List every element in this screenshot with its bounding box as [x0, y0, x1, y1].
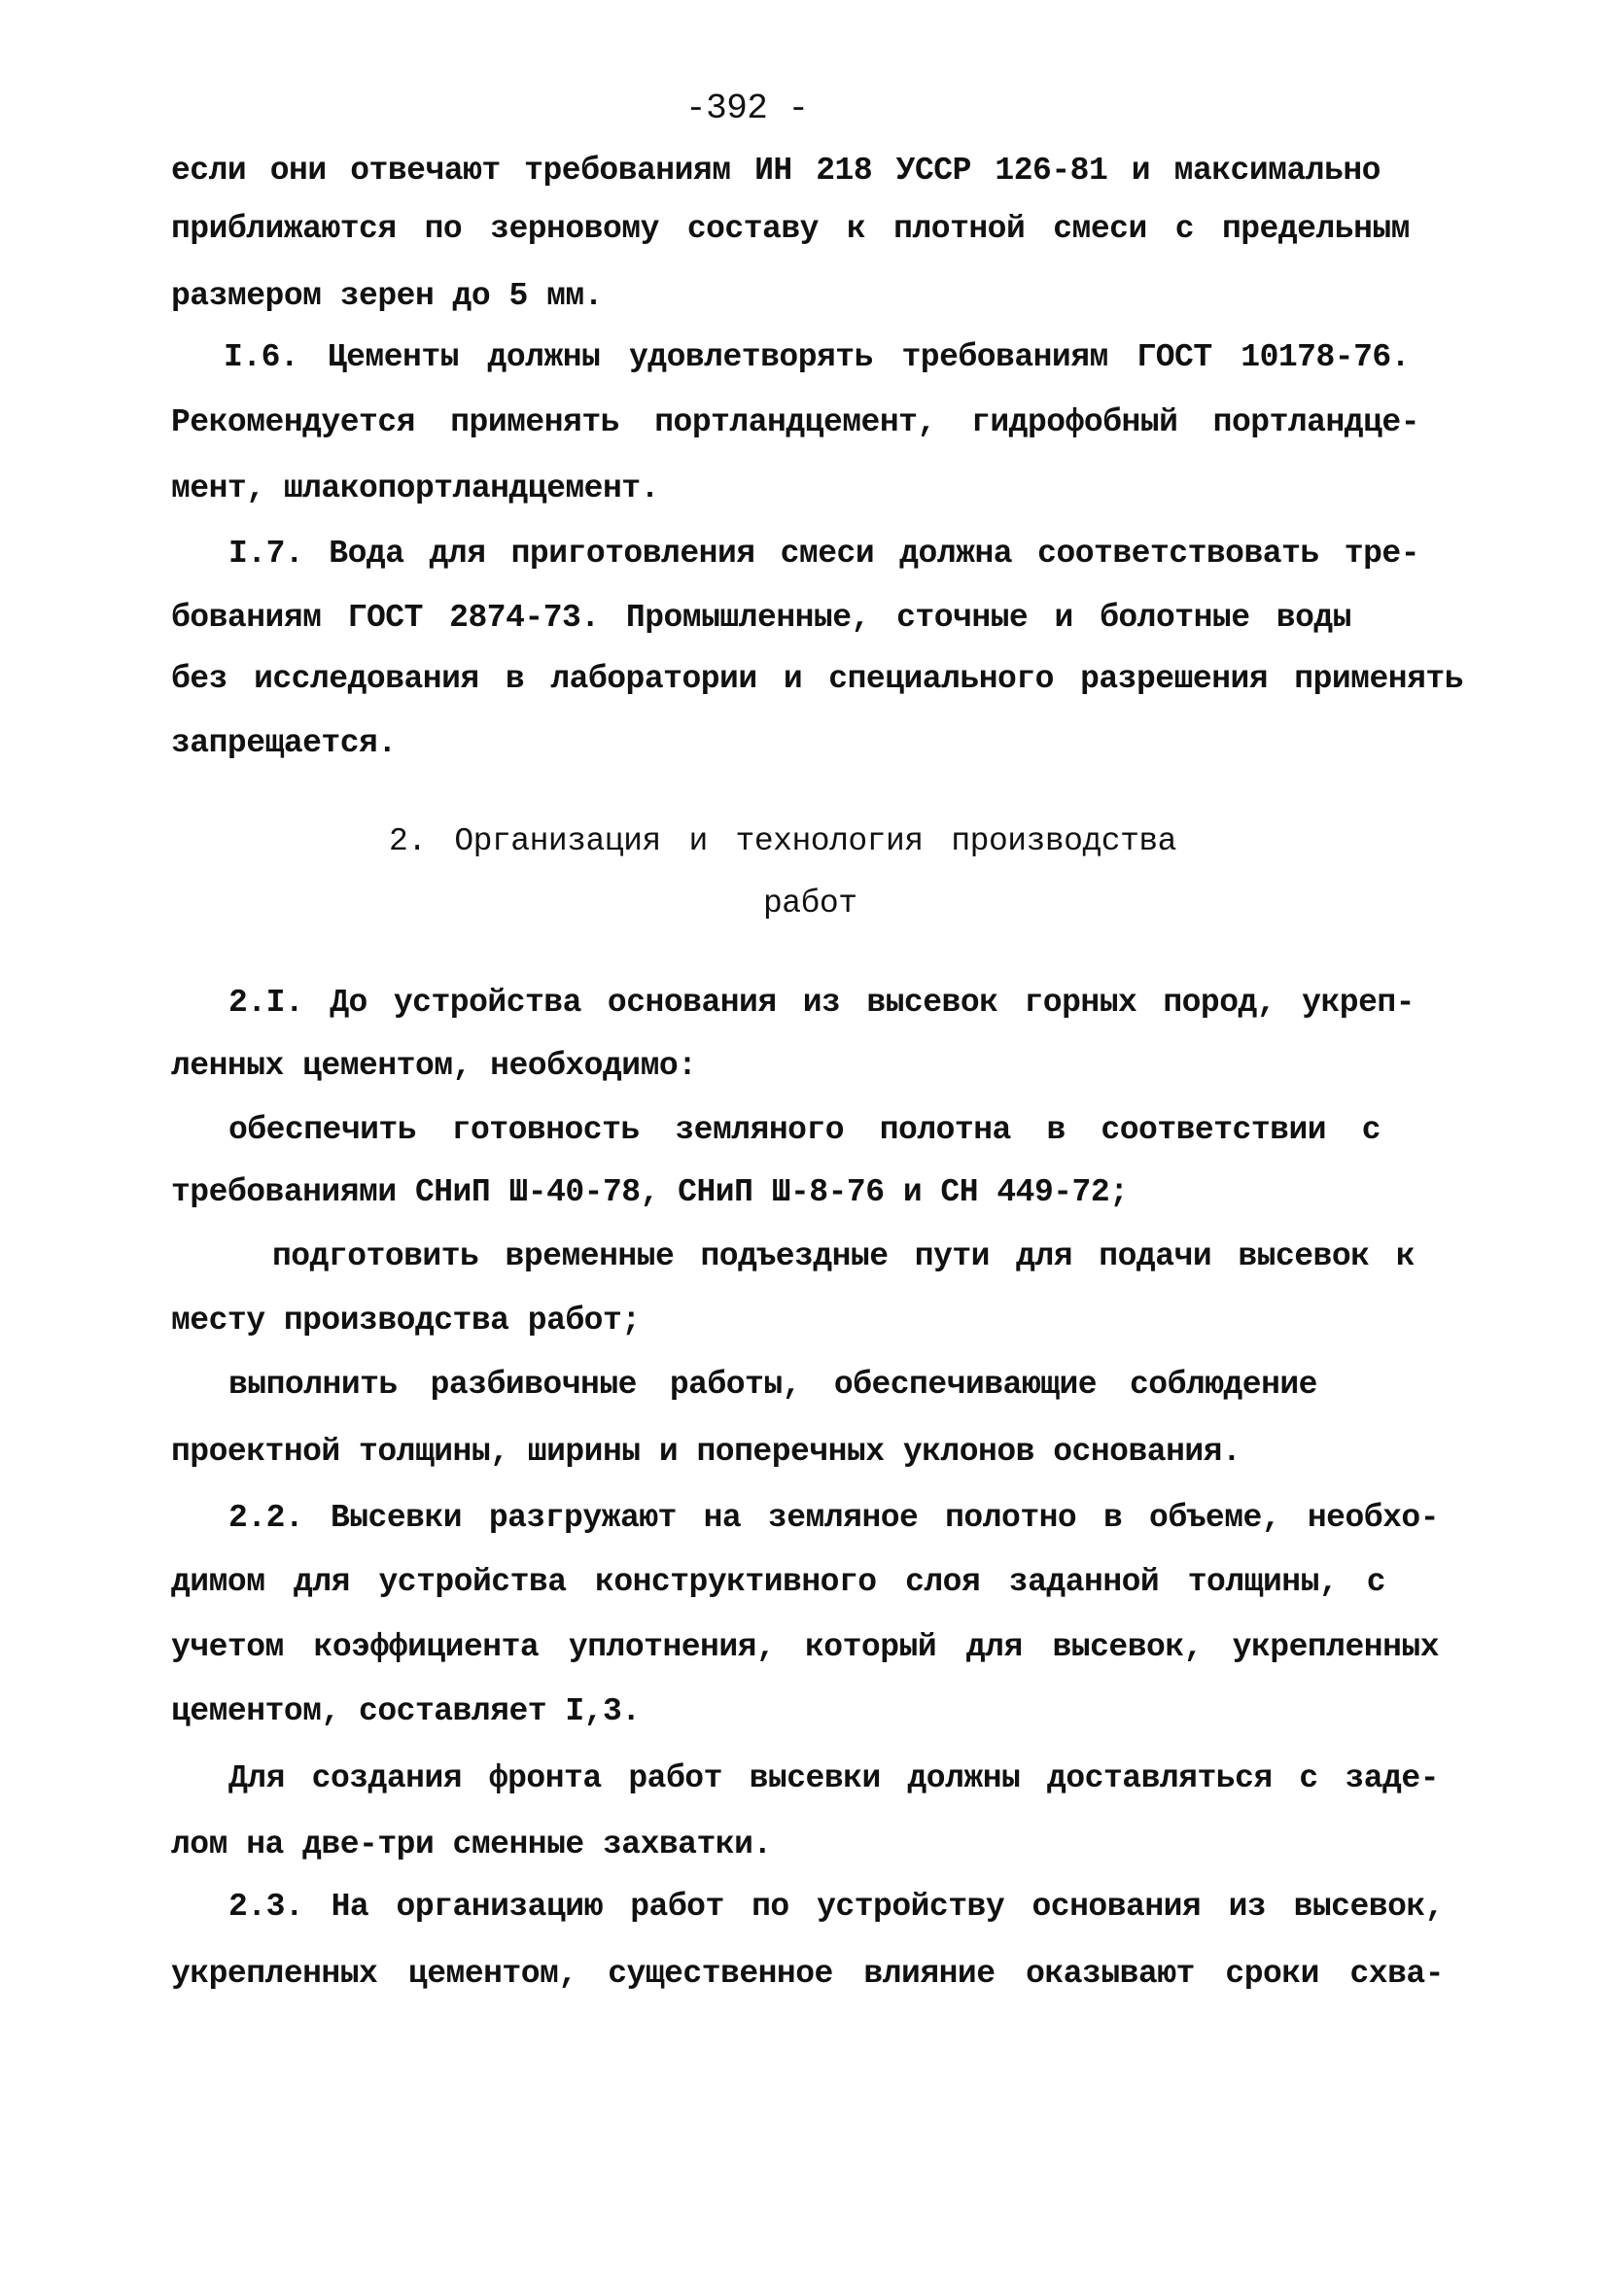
text-line: если они отвечают требованиям ИН 218 УССР 126-81 и максимально [171, 153, 1381, 189]
text-line: I.7. Вода для приготовления смеси должна соответствовать тре- [228, 536, 1419, 572]
text-line: приближаются по зерновому составу к плотной смеси с предельным [171, 211, 1410, 247]
text-line: без исследования в лаборатории и специального разрешения применять [171, 661, 1463, 697]
text-line: проектной толщины, ширины и поперечных уклонов основания. [171, 1434, 1241, 1470]
section-heading: 2. Организация и технология производства [389, 823, 1176, 859]
text-line: I.6. Цементы должны удовлетворять требованиям ГОСТ 10178-76. [224, 339, 1410, 375]
text-line: запрещается. [171, 725, 397, 761]
section-heading-continued: работ [763, 886, 857, 922]
text-line: подготовить временные подъездные пути для подачи высевок к [272, 1238, 1415, 1274]
text-line: обеспечить готовность земляного полотна в соответствии с [228, 1112, 1381, 1148]
text-line: учетом коэффициента уплотнения, который для высевок, укрепленных [171, 1629, 1439, 1665]
text-line: ленных цементом, необходимо: [171, 1048, 697, 1084]
text-line: требованиями СНиП Ш-40-78, СНиП Ш-8-76 и СН 449-72; [171, 1174, 1129, 1210]
text-line: 2.2. Высевки разгружают на земляное полотно в объеме, необхо- [228, 1500, 1439, 1536]
page-number: -392 - [685, 88, 809, 128]
text-line: Рекомендуется применять портландцемент, гидрофобный портландце- [171, 404, 1419, 440]
text-line: выполнить разбивочные работы, обеспечивающие соблюдение [228, 1367, 1317, 1403]
text-line: бованиям ГОСТ 2874-73. Промышленные, сточные и болотные воды [171, 600, 1351, 636]
text-line: димом для устройства конструктивного слоя заданной толщины, с [171, 1564, 1385, 1600]
text-line: размером зерен до 5 мм. [171, 278, 603, 314]
text-line: 2.3. На организацию работ по устройству основания из высевок, [228, 1889, 1444, 1925]
text-line: цементом, составляет I,3. [171, 1693, 641, 1729]
text-line: месту производства работ; [171, 1303, 641, 1339]
text-line: мент, шлакопортландцемент. [171, 470, 659, 506]
text-line: 2.I. До устройства основания из высевок горных пород, укреп- [228, 985, 1415, 1021]
text-line: лом на две-три сменные захватки. [171, 1826, 772, 1862]
text-line: Для создания фронта работ высевки должны доставляться с заде- [228, 1760, 1439, 1796]
text-line: укрепленных цементом, существенное влияние оказывают сроки схва- [171, 1956, 1444, 1992]
